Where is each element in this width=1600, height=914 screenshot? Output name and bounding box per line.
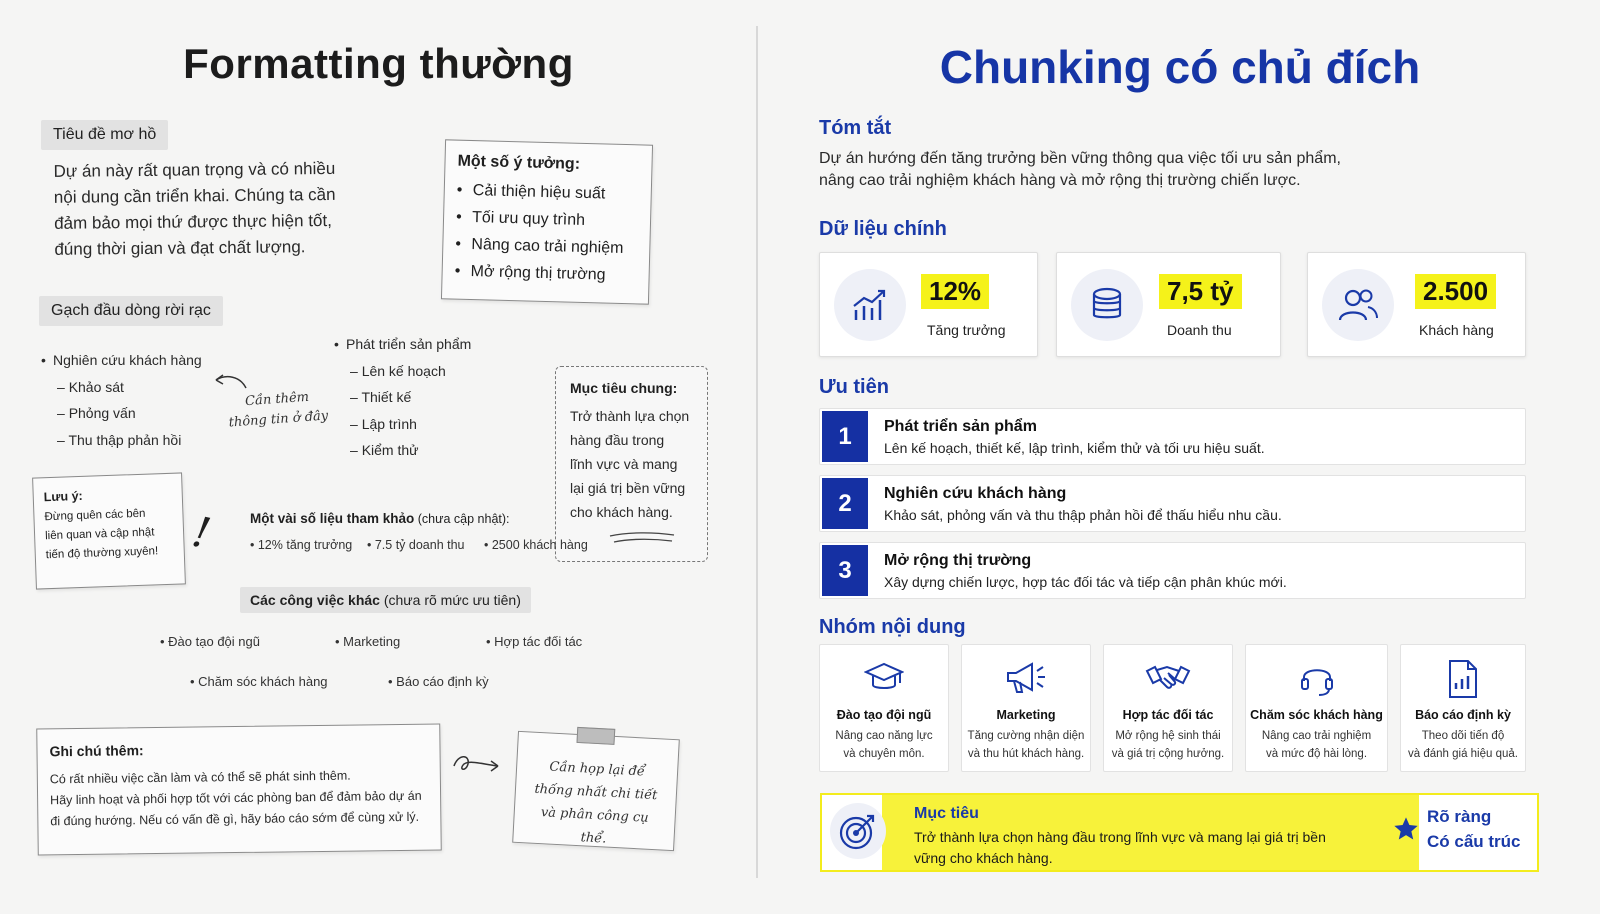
priority-number: 3 (822, 545, 868, 596)
ideas-item: • Cải thiện hiệu suất (456, 177, 639, 209)
sticky-note-text (525, 754, 666, 853)
handwritten-note-line: thông tin ở đây (228, 408, 329, 431)
loop-arrow-icon (452, 752, 502, 778)
stats-ref-title-bold: Một vài số liệu tham khảo (250, 511, 415, 526)
priority-row-3 (819, 542, 1526, 599)
group-desc-line: Nâng cao năng lực (835, 730, 933, 742)
priority-desc: Khảo sát, phỏng vấn và thu thập phản hồi để thấu hiểu nhu cầu. (884, 507, 1282, 523)
extra-notes-title: Ghi chú thêm: (49, 742, 144, 760)
stat-value: 2.500 (1415, 274, 1496, 309)
squiggle-underline-icon (608, 531, 678, 545)
product-list (334, 331, 471, 464)
goal-text: Trở thành lựa chọn hàng đầu trong lĩnh vực và mang lại giá trị bền vững cho khách hàng. (914, 829, 1326, 866)
vague-paragraph-line: nội dung cần triển khai. Chúng ta cần (53, 184, 336, 207)
group-desc-line: và giá trị cộng hưởng. (1111, 748, 1225, 760)
reminder-line: Đừng quên các bên (44, 507, 146, 524)
stat-card-customers (1307, 252, 1526, 357)
goal-structured-label: Có cấu trúc (1427, 832, 1521, 851)
group-desc (966, 727, 1086, 763)
group-card-training (819, 644, 949, 772)
extra-notes-text (50, 765, 429, 833)
stat-label: Khách hàng (1419, 322, 1494, 338)
common-goal-box (555, 366, 708, 562)
group-title: Marketing (996, 708, 1056, 722)
reminder-text (44, 504, 174, 565)
vague-heading-tag: Tiêu đề mơ hồ (41, 120, 168, 150)
extra-notes-line: Có rất nhiều việc cần làm và có thể sẽ phát sinh thêm. (49, 768, 351, 787)
right-title: Chunking có chủ đích (939, 41, 1421, 93)
priority-row-2 (819, 475, 1526, 532)
stats-ref-item: • 7.5 tỷ doanh thu (367, 538, 465, 552)
ideas-item: • Mở rộng thị trường (454, 258, 637, 290)
other-tasks-title-bold: Các công việc khác (250, 592, 380, 608)
group-desc-line: Mở rộng hệ sinh thái (1115, 730, 1221, 742)
center-divider (756, 26, 758, 878)
megaphone-icon (962, 659, 1090, 699)
product-list-sub: – Lập trình (334, 411, 471, 438)
product-list-sub: – Kiểm thử (334, 437, 471, 464)
summary-line: Dự án hướng đến tăng trưởng bền vững thông qua việc tối ưu sản phẩm, (819, 150, 1341, 167)
groups-heading: Nhóm nội dung (819, 616, 966, 638)
stat-value: 7,5 tỷ (1159, 274, 1242, 309)
group-desc (1108, 727, 1228, 763)
stats-ref-item: • 2500 khách hàng (484, 538, 588, 552)
priority-title: Mở rộng thị trường (884, 552, 1032, 569)
vague-paragraph-line: đúng thời gian và đạt chất lượng. (54, 237, 306, 259)
stat-label: Doanh thu (1167, 322, 1232, 338)
extra-notes-line: đi đúng hướng. Nếu có vấn đề gì, hãy báo cáo sớm để cùng xử lý. (50, 809, 420, 829)
priority-title: Phát triển sản phẩm (884, 418, 1037, 435)
common-goal-line: cho khách hàng. (570, 504, 673, 520)
priority-title: Nghiên cứu khách hàng (884, 485, 1067, 502)
ideas-note-title: Một số ý tưởng: (457, 152, 581, 173)
other-tasks-title-note: (chưa rõ mức ưu tiên) (379, 592, 521, 608)
research-list-sub: – Thu thập phản hồi (41, 427, 202, 454)
stat-label: Tăng trưởng (927, 322, 1006, 338)
priority-heading: Ưu tiên (819, 376, 889, 398)
users-icon (1322, 269, 1394, 341)
common-goal-title: Mục tiêu chung: (570, 380, 678, 396)
priority-desc: Lên kế hoạch, thiết kế, lập trình, kiểm thử và tối ưu hiệu suất. (884, 440, 1265, 456)
group-desc-line: và mức độ hài lòng. (1265, 748, 1368, 760)
stat-value: 12% (921, 274, 989, 309)
left-title: Formatting thường (183, 40, 574, 87)
star-icon (1392, 815, 1420, 843)
reminder-title: Lưu ý: (43, 488, 83, 505)
other-task-item: • Hợp tác đối tác (486, 634, 582, 649)
other-tasks-tag (240, 587, 531, 613)
product-list-sub: – Lên kế hoạch (334, 358, 471, 385)
extra-notes-line: Hãy linh hoạt và phối hợp tốt với các phòng ban để đảm bảo dự án (50, 788, 422, 808)
report-icon (1401, 659, 1525, 699)
common-goal-line: Trở thành lựa chọn (570, 408, 690, 424)
tape-strip (576, 727, 615, 745)
reminder-note (32, 472, 186, 589)
product-list-sub: – Thiết kế (334, 384, 471, 411)
group-desc-line: và đánh giá hiệu quả. (1408, 748, 1518, 760)
ideas-item: • Nâng cao trải nghiệm (455, 231, 638, 263)
headset-icon (1246, 659, 1387, 699)
stats-ref-item: • 12% tăng trưởng (250, 538, 352, 552)
research-list-sub: – Phỏng vấn (41, 400, 202, 427)
ideas-note (441, 139, 653, 304)
goal-clear-label: Rõ ràng (1427, 807, 1492, 826)
vague-paragraph (53, 155, 414, 263)
stat-card-revenue (1056, 252, 1281, 357)
group-card-partnership (1103, 644, 1233, 772)
group-desc-line: và thu hút khách hàng. (967, 748, 1085, 760)
handshake-icon (1104, 659, 1232, 699)
coins-icon (1071, 269, 1143, 341)
group-card-customer-care (1245, 644, 1388, 772)
stats-ref-title (250, 511, 510, 526)
reminder-line: liên quan và cập nhật (44, 526, 155, 543)
other-task-item: • Đào tạo đội ngũ (160, 634, 260, 649)
common-goal-text (570, 404, 693, 524)
key-data-heading: Dữ liệu chính (819, 218, 947, 240)
graduation-cap-icon (820, 659, 948, 699)
research-list (41, 347, 202, 453)
handwritten-note (227, 387, 329, 434)
vague-paragraph-line: Dự án này rất quan trọng và có nhiều (53, 158, 336, 181)
group-desc-line: Theo dõi tiến độ (1421, 730, 1505, 742)
summary-text (819, 148, 1341, 192)
sticky-note (512, 731, 680, 851)
other-task-item: • Chăm sóc khách hàng (190, 674, 328, 689)
sticky-note-line: Cần họp lại để (549, 759, 646, 780)
common-goal-line: lĩnh vực và mang (570, 456, 678, 472)
extra-notes-box (36, 724, 442, 856)
summary-heading: Tóm tắt (819, 117, 892, 139)
group-desc-line: Nâng cao trải nghiệm (1261, 730, 1372, 742)
research-list-sub: – Khảo sát (41, 374, 202, 401)
research-list-head: • Nghiên cứu khách hàng (41, 347, 202, 374)
ideas-list (454, 177, 639, 290)
group-title: Báo cáo định kỳ (1415, 708, 1511, 722)
group-card-marketing (961, 644, 1091, 772)
group-desc (1405, 727, 1521, 763)
priority-desc: Xây dựng chiến lược, hợp tác đối tác và tiếp cận phân khúc mới. (884, 574, 1287, 590)
product-list-head: • Phát triển sản phẩm (334, 331, 471, 358)
reminder-line: tiến độ thường xuyên! (45, 545, 159, 562)
priority-number: 2 (822, 478, 868, 529)
target-icon (830, 803, 886, 859)
group-title: Đào tạo đội ngũ (836, 708, 932, 722)
group-desc (824, 727, 944, 763)
common-goal-line: lại giá trị bền vững (570, 480, 686, 496)
stat-card-growth (819, 252, 1038, 357)
vague-paragraph-line: đảm bảo mọi thứ được thực hiện tốt, (54, 210, 332, 233)
scattered-heading-tag: Gạch đầu dòng rời rạc (39, 296, 223, 326)
group-desc-line: và chuyên môn. (843, 748, 925, 760)
summary-line: nâng cao trải nghiệm khách hàng và mở rộng thị trường chiến lược. (819, 172, 1301, 189)
other-task-item: • Marketing (335, 634, 400, 649)
goal-title: Mục tiêu (914, 805, 979, 822)
priority-number: 1 (822, 411, 868, 462)
stats-ref-title-note: (chưa cập nhật): (414, 512, 510, 526)
group-card-reports (1400, 644, 1526, 772)
group-desc-line: Tăng cường nhận diện (967, 730, 1085, 742)
priority-row-1 (819, 408, 1526, 465)
other-task-item: • Báo cáo định kỳ (388, 674, 489, 689)
group-title: Hợp tác đối tác (1122, 708, 1214, 722)
group-desc (1250, 727, 1383, 763)
sticky-note-line: thống nhất chi tiết (534, 781, 658, 804)
common-goal-line: hàng đầu trong (570, 432, 665, 448)
handwritten-note-line: Cần thêm (244, 389, 310, 410)
growth-chart-icon (834, 269, 906, 341)
exclamation-mark: ! (188, 506, 215, 559)
curved-arrow-icon (212, 370, 248, 392)
ideas-item: • Tối ưu quy trình (456, 204, 639, 236)
group-title: Chăm sóc khách hàng (1250, 708, 1383, 722)
goal-banner (820, 793, 1539, 872)
sticky-note-line: và phân công cụ thể. (540, 805, 649, 847)
